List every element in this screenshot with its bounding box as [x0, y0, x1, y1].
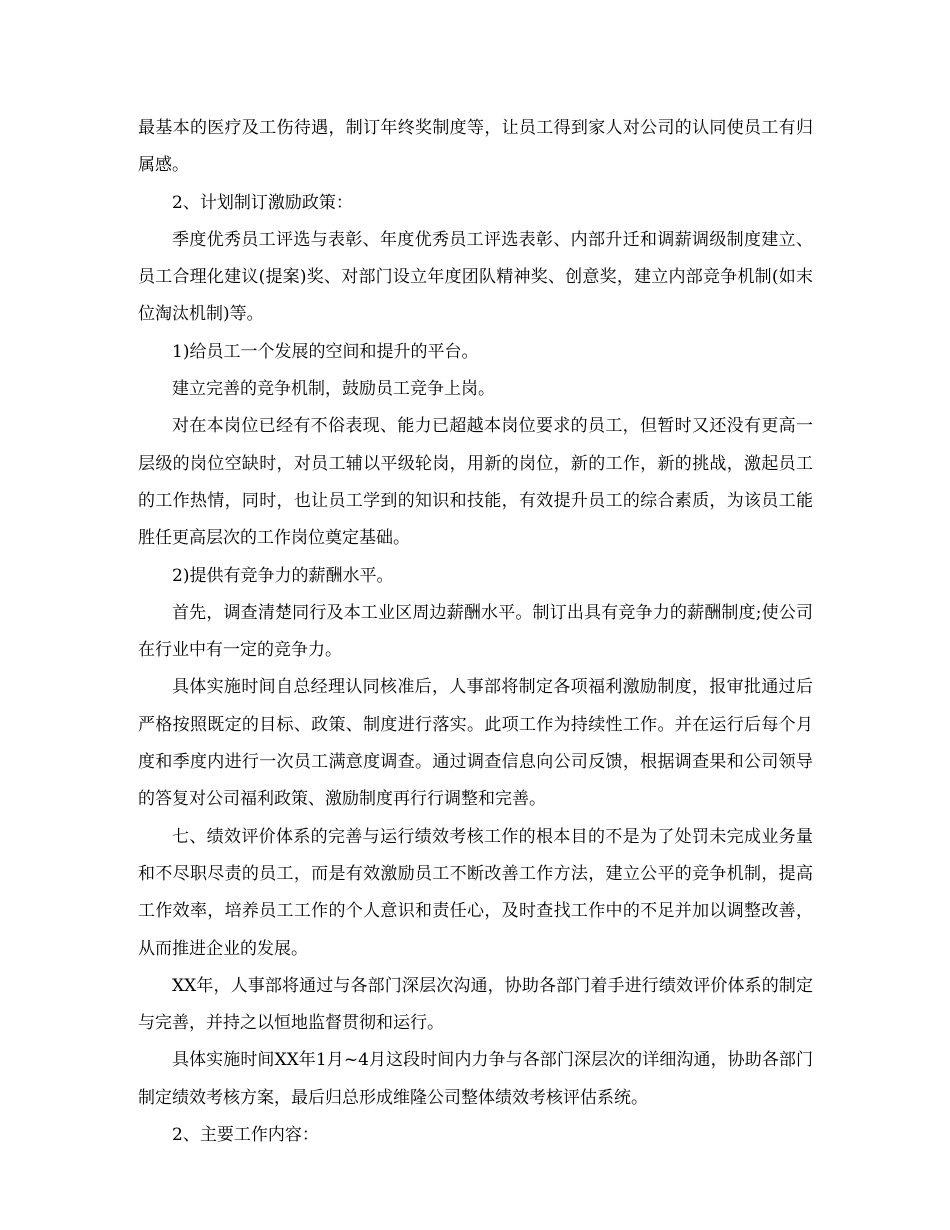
paragraph: 2)提供有竞争力的薪酬水平。 — [172, 565, 394, 586]
paragraph: 具体实施时间自总经理认同核准后，人事部将制定各项福利激励制度，报审批通过后严格按照既定的目标、政策、制度进行落实。此项工作为持续性工作。并在运行后每个月度和季度内进行一次员工满意度调查。通过调查信息向公司反馈，根据调查果和公司领导的答复对公司福利政策、激励制度再行行调整和完善。 — [138, 677, 813, 810]
paragraph: 2、主要工作内容： — [172, 1125, 319, 1146]
paragraph: 建立完善的竞争机制，鼓励员工竞争上岗。 — [172, 379, 495, 400]
paragraph: 2、计划制订激励政策： — [172, 192, 353, 213]
paragraph: 最基本的医疗及工伤待遇，制订年终奖制度等，让员工得到家人对公司的认同使员工有归属感。 — [138, 118, 813, 176]
document-body — [138, 110, 813, 1154]
paragraph: 1)给员工一个发展的空间和提升的平台。 — [172, 341, 479, 362]
paragraph: 季度优秀员工评选与表彰、年度优秀员工评选表彰、内部升迁和调薪调级制度建立、员工合理化建议(提案)奖、对部门设立年度团队精神奖、创意奖，建立内部竞争机制(如末位淘汰机制)等。 — [138, 229, 813, 325]
paragraph: XX年，人事部将通过与各部门深层次沟通，协助各部门着手进行绩效评价体系的制定与完善，并持之以恒地监督贯彻和运行。 — [138, 975, 813, 1034]
paragraph: 七、绩效评价体系的完善与运行绩效考核工作的根本目的不是为了处罚未完成业务量和不尽职尽责的员工，而是有效激励员工不断改善工作方法，建立公平的竞争机制，提高工作效率，培养员工工作的个人意识和责任心，及时查找工作中的不足并加以调整改善，从而推进企业的发展。 — [138, 826, 813, 959]
paragraph: 具体实施时间XX年1月~4月这段时间内力争与各部门深层次的详细沟通，协助各部门制定绩效考核方案，最后归总形成维隆公司整体绩效考核评估系统。 — [138, 1050, 813, 1108]
paragraph: 首先，调查清楚同行及本工业区周边薪酬水平。制订出具有竞争力的薪酬制度;使公司在行业中有一定的竞争力。 — [138, 602, 813, 661]
paragraph: 对在本岗位已经有不俗表现、能力已超越本岗位要求的员工，但暂时又还没有更高一层级的岗位空缺时，对员工辅以平级轮岗，用新的岗位，新的工作，新的挑战，激起员工的工作热情，同时，也让员工学到的知识和技能，有效提升员工的综合素质，为该员工能胜任更高层次的工作岗位奠定基础。 — [138, 416, 813, 549]
